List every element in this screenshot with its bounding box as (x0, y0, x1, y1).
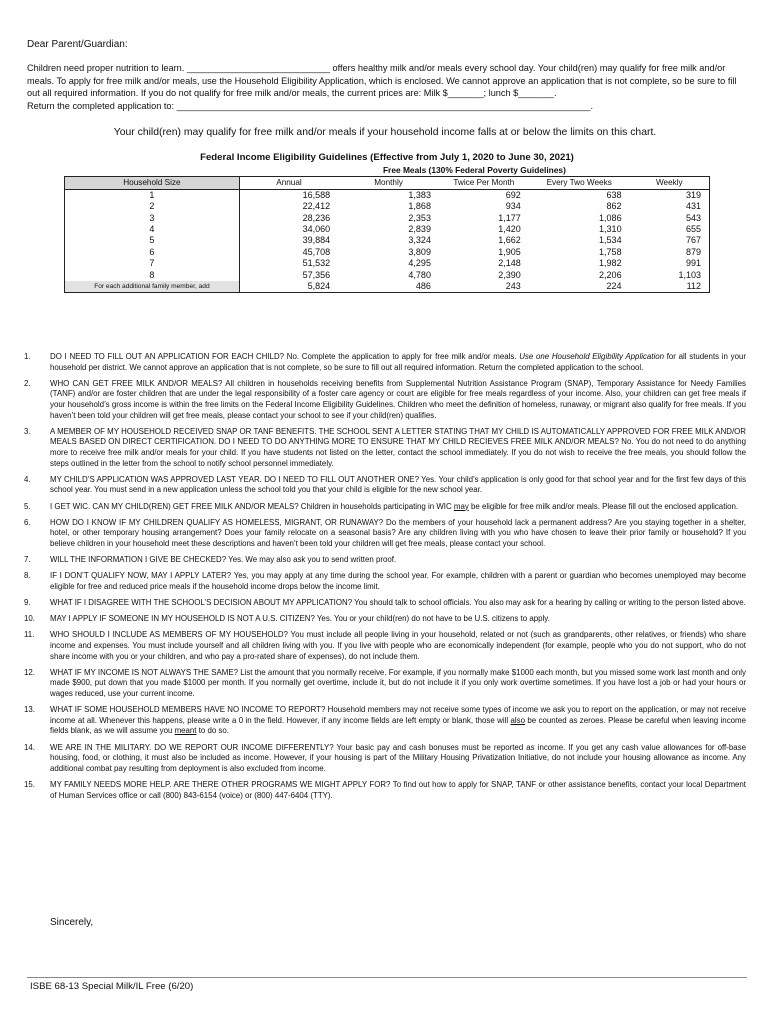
table-row (65, 224, 710, 235)
cell-two-weeks: 862 (606, 201, 622, 212)
faq-question: WHAT IF SOME HOUSEHOLD MEMBERS HAVE NO INCOME TO REPORT? (50, 705, 326, 715)
cell-weekly: 543 (630, 213, 710, 224)
faq-text (50, 743, 746, 775)
faq-number: 5. (24, 501, 31, 511)
cell-monthly: 4,780 (408, 269, 431, 280)
faq-item (24, 668, 746, 700)
faq-number: 9. (24, 598, 31, 608)
extra-cell-weekly: 112 (630, 281, 710, 293)
faq-question: WE ARE IN THE MILITARY. DO WE REPORT OUR INCOME DIFFERENTLY? (50, 742, 334, 752)
cell-two-weeks: 2,206 (599, 269, 622, 280)
cell-size: 5 (65, 235, 240, 246)
faq-question: I GET WIC. CAN MY CHILD(REN) GET FREE MILK AND/OR MEALS? (50, 501, 299, 511)
extra-cell-annual: 5,824 (239, 281, 338, 293)
cell-monthly: 2,353 (408, 212, 431, 223)
faq-item (24, 780, 746, 801)
cell-two-weeks: 1,758 (599, 246, 622, 257)
cell-annual: 22,412 (302, 201, 331, 212)
cell-size: 2 (65, 201, 240, 212)
faq-text (50, 705, 746, 737)
cell-size: 8 (65, 270, 240, 281)
cell-twice: 1,662 (498, 235, 521, 246)
cell-twice: 2,148 (498, 258, 521, 269)
header-twice-per-month: Twice Per Month (439, 177, 529, 189)
faq-text (50, 668, 746, 700)
faq-answer: List the amount that you normally receive. For example, if you normally make $1000 each month, but you missed some work last month and only made $900, put down that you made $1000 per month. If you normally get overtime, include it, but do not include it if you only work overtime sometimes. If you have lost a job or had your hours or wages reduced, use your current income. (50, 667, 746, 698)
faq-number: 7. (24, 555, 31, 565)
salutation: Dear Parent/Guardian: (27, 39, 128, 50)
cell-size: 1 (65, 189, 240, 201)
faq-question: MAY I APPLY IF SOMEONE IN MY HOUSEHOLD IS NOT A U.S. CITIZEN? (50, 614, 315, 624)
faq-number: 4. (24, 474, 31, 484)
cell-size: 6 (65, 247, 240, 258)
cell-annual: 16,588 (302, 189, 331, 200)
faq-number: 12. (24, 667, 35, 677)
cell-two-weeks: 1,534 (599, 235, 622, 246)
cell-twice: 1,905 (498, 246, 521, 257)
faq-answer: Yes. Your child’s application is only good for that school year and for the first few days of this school year. You must send in a new application unless the school told you that your child is eligible for the new school year. (50, 474, 747, 495)
faq-item (24, 518, 746, 550)
table-subtitle: Free Meals (130% Federal Poverty Guidelines) (239, 165, 709, 177)
faq-item (24, 555, 746, 566)
closing: Sincerely, (50, 917, 94, 928)
faq-item (24, 614, 746, 625)
cell-twice: 1,177 (498, 212, 521, 223)
cell-two-weeks: 1,086 (599, 212, 622, 223)
cell-annual: 57,356 (302, 269, 331, 280)
cell-size: 4 (65, 224, 240, 235)
faq-text (50, 598, 746, 609)
faq-item (24, 598, 746, 609)
faq-text (50, 427, 746, 469)
table-row (65, 270, 710, 281)
cell-weekly: 767 (630, 235, 710, 246)
faq-number: 15. (24, 779, 35, 789)
faq-answer: Do the members of your household lack a permanent address? Are you staying together in a shelter, hotel, or other temporary housing arrangement? Does your family relocate on a seasonal basis? Are any children living with you who have chosen to leave their prior family or household? If you believe children in your household meet these descriptions and haven’t been told your children will get free meals, please contact your school. (50, 517, 746, 548)
faq-answer: Children in households participating in WIC (298, 501, 454, 511)
faq-answer-underlined: also (510, 715, 525, 725)
table-row (65, 213, 710, 224)
table-row (65, 189, 710, 201)
faq-item (24, 571, 746, 592)
cell-weekly: 879 (630, 247, 710, 258)
cell-monthly: 3,809 (408, 246, 431, 257)
faq-answer-cont: be eligible for free milk and/or meals. Please fill out the enclosed application. (468, 501, 739, 511)
header-weekly: Weekly (630, 177, 710, 189)
faq-answer: Your basic pay and cash bonuses must be reported as income. If you get any cash value allowances for off-base housing, food, or clothing, it must also be included as income. However, if your housing is part of the Military Housing Privatization Initiative, do not include your housing allowance as income. Any additional combat pay resulting from deployment is also excluded from income. (50, 742, 746, 773)
header-annual: Annual (239, 177, 338, 189)
faq-answer: Yes, you may apply at any time during the school year. For example, children with a parent or guardian who becomes unemployed may become eligible for free and reduced price meals if the household income drops below the income limit. (50, 571, 746, 591)
header-every-two-weeks: Every Two Weeks (529, 177, 630, 189)
cell-annual: 51,532 (302, 258, 331, 269)
faq-answer: Yes. You or your child(ren) do not have to be U.S. citizens to apply. (314, 614, 550, 624)
cell-weekly: 655 (630, 224, 710, 235)
cell-two-weeks: 638 (606, 189, 622, 200)
cell-weekly: 991 (630, 258, 710, 269)
faq-answer-cont: be counted as zeroes. Please be careful when leaving income fields blank, as we will assume you (50, 715, 746, 736)
faq-number: 10. (24, 614, 35, 624)
faq-number: 14. (24, 742, 35, 752)
cell-weekly: 431 (630, 201, 710, 212)
intro-text: Children need proper nutrition to learn. ____________________________ offers healthy milk and/or meals every school day. Your child(ren) may qualify for free milk and/or meals. To apply for free milk and/or meals, use the Household Eligibility Application, which is enclosed. We cannot approve an application that is not complete, so be sure to fill out all required information. If you do not qualify for free milk and/or meals, the current prices are: Milk $_______; lunch $_______. (27, 63, 737, 99)
faq-answer: No. You do not need to do anything more to receive free milk and/or meals for your child. If you have students not listed on the letter, contact the school immediately. If you do not wish to receive the free meals, you should follow the steps outlined in the letter from the school to notify school personnel immediately. (50, 437, 746, 468)
cell-monthly: 2,839 (408, 224, 431, 235)
cell-twice: 2,390 (498, 269, 521, 280)
header-monthly: Monthly (338, 177, 439, 189)
faq-answer: Household members may not receive some types of income we ask you to report on the application, or may not receive income at all. Whenever this happens, please write a 0 in the field. However, if any income fields are left empty or blank, those will (50, 705, 746, 725)
extra-cell-two-weeks: 224 (529, 281, 630, 293)
faq-question: MY CHILD’S APPLICATION WAS APPROVED LAST YEAR. DO I NEED TO FILL OUT ANOTHER ONE? (50, 474, 419, 484)
header-household-size: Household Size (65, 177, 240, 189)
cell-twice: 1,420 (498, 224, 521, 235)
faq-item (24, 379, 746, 421)
faq-question: MY FAMILY NEEDS MORE HELP. ARE THERE OTHER PROGRAMS WE MIGHT APPLY FOR? (50, 779, 391, 789)
faq-text (50, 379, 746, 421)
faq-item (24, 427, 746, 469)
faq-question: WHO SHOULD I INCLUDE AS MEMBERS OF MY HOUSEHOLD? (50, 630, 288, 640)
faq-number: 8. (24, 571, 31, 581)
faq-question: DO I NEED TO FILL OUT AN APPLICATION FOR EACH CHILD? (50, 352, 285, 361)
cell-annual: 34,060 (302, 224, 331, 235)
faq-number: 6. (24, 517, 31, 527)
faq-answer: No. Complete the application to apply for free milk and/or meals. (284, 352, 520, 361)
faq-answer-underlined: may (453, 501, 469, 511)
return-line: Return the completed application to: _________________________________________________________________________________. (27, 100, 594, 111)
cell-monthly: 1,868 (408, 201, 431, 212)
faq-answer-underlined: meant (174, 726, 197, 736)
cell-size: 7 (65, 258, 240, 269)
table-row-additional (65, 281, 710, 293)
extra-cell-monthly: 486 (338, 281, 439, 293)
faq-list (24, 352, 746, 807)
faq-text (50, 502, 746, 513)
cell-annual: 39,884 (302, 235, 331, 246)
cell-size: 3 (65, 213, 240, 224)
cell-annual: 28,236 (302, 212, 331, 223)
faq-text (50, 475, 746, 496)
faq-answer-italic: Use one Household Eligibility Application (519, 352, 665, 361)
faq-item (24, 352, 746, 373)
faq-text (50, 555, 746, 566)
faq-answer: Yes. We may also ask you to send written proof. (226, 555, 397, 565)
faq-answer: You must include all people living in your household, related or not (such as grandparents, other relatives, or friends) who share income and expenses. You must include yourself and all children living with you. If you live with people who are economically independent (for example, people who you do not support, who do not share income with you or your children, and who pay a pro-rated share of expenses), do not include them. (50, 630, 746, 661)
faq-answer: To find out how to apply for SNAP, TANF or other assistance benefits, contact your local Department of Human Services office or call (800) 843-6154 (voice) or (800) 447-6404 (TTY). (50, 779, 746, 800)
faq-number: 2. (24, 378, 31, 388)
faq-answer-cont: for all students in your household per district. We cannot approve an application that is not complete, so be sure to fill out all required information. Return the completed application to the school. (50, 352, 746, 372)
income-guidelines-table (64, 150, 710, 293)
intro-paragraph (27, 62, 747, 112)
extra-cell-twice: 243 (439, 281, 529, 293)
table-row (65, 201, 710, 212)
faq-question: HOW DO I KNOW IF MY CHILDREN QUALIFY AS HOMELESS, MIGRANT, OR RUNAWAY? (50, 517, 384, 527)
faq-answer-cont: to do so. (196, 726, 229, 736)
form-id-footer: ISBE 68-13 Special Milk/IL Free (6/20) (30, 981, 194, 992)
cell-weekly: 319 (630, 189, 710, 201)
faq-number: 3. (24, 426, 31, 436)
faq-question: IF I DON’T QUALIFY NOW, MAY I APPLY LATER? (50, 571, 232, 581)
table-row (65, 258, 710, 269)
faq-answer: All children in households receiving benefits from Supplemental Nutrition Assistance Program (SNAP), Temporary Assistance for Needy Families (TANF) and/or are foster children that are under the legal responsibility of a foster care agency or court are eligible for free meals regardless of your income. Also, your children can get free meals if your household’s gross income is within the free limits on the Federal Income Eligibility Guidelines. Children who meet the definition of homeless, runaway, or migrant also qualify for free meals. If you haven’t been told your children will get free meals, please contact your school to see if your child(ren) qualifies. (50, 378, 746, 420)
qualify-line: Your child(ren) may qualify for free milk and/or meals if your household income falls at or below the limits on this chart. (113, 127, 657, 138)
faq-text (50, 630, 746, 662)
faq-answer: You should talk to school officials. You also may ask for a hearing by calling or writing to the person listed above. (352, 598, 746, 608)
faq-text (50, 518, 746, 550)
faq-text (50, 780, 746, 801)
faq-item (24, 475, 746, 496)
faq-question: WHAT IF MY INCOME IS NOT ALWAYS THE SAME? (50, 667, 238, 677)
cell-two-weeks: 1,310 (599, 224, 622, 235)
faq-text (50, 614, 746, 625)
table-row (65, 247, 710, 258)
faq-text (50, 571, 746, 592)
cell-monthly: 1,383 (408, 189, 431, 200)
faq-number: 11. (24, 630, 35, 640)
cell-monthly: 3,324 (408, 235, 431, 246)
faq-question: WHAT IF I DISAGREE WITH THE SCHOOL’S DECISION ABOUT MY APPLICATION? (50, 598, 353, 608)
cell-twice: 934 (505, 201, 521, 212)
faq-item (24, 630, 746, 662)
cell-weekly: 1,103 (630, 270, 710, 281)
cell-monthly: 4,295 (408, 258, 431, 269)
faq-question: WILL THE INFORMATION I GIVE BE CHECKED? (50, 555, 227, 565)
cell-two-weeks: 1,982 (599, 258, 622, 269)
faq-number: 1. (24, 352, 31, 361)
table-row (65, 235, 710, 246)
faq-text (50, 352, 746, 373)
faq-question: A MEMBER OF MY HOUSEHOLD RECEIVED SNAP OR TANF BENEFITS. THE SCHOOL SENT A LETTER STATING THAT MY CHILD IS AUTOMATICALLY APPROVED FOR FREE MILK AND/OR MEALS BASED ON DIRECT CERTIFICATION. DO I NEED TO DO ANYTHING MORE TO ENSURE THAT MY CHILD RECIEVES FREE MILK AND/OR MEALS? (50, 426, 746, 447)
cell-twice: 692 (505, 189, 521, 200)
footer-divider (27, 977, 747, 978)
faq-question: WHO CAN GET FREE MILK AND/OR MEALS? (50, 378, 223, 388)
faq-item (24, 743, 746, 775)
extra-cell-size: For each additional family member, add (65, 281, 240, 293)
cell-annual: 45,708 (302, 246, 331, 257)
faq-item (24, 705, 746, 737)
table-title: Federal Income Eligibility Guidelines (Effective from July 1, 2020 to June 30, 2021) (200, 152, 574, 163)
faq-number: 13. (24, 705, 35, 715)
faq-item (24, 502, 746, 513)
